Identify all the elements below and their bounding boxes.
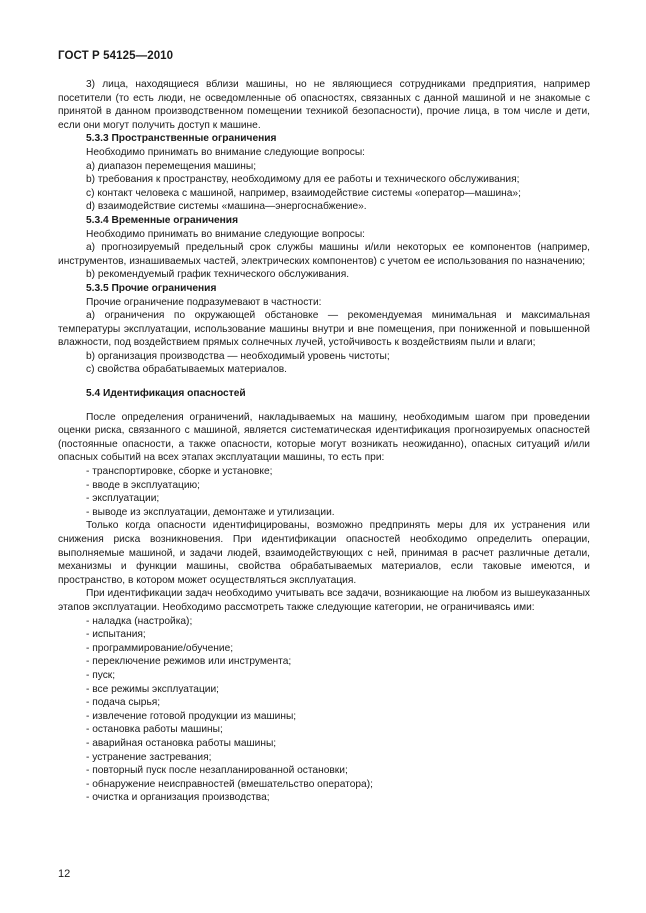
list-item: - повторный пуск после незапланированной остановки; [86,765,348,777]
list-item: - переключение режимов или инструмента; [86,656,292,668]
list-item: - пуск; [86,669,116,681]
document-body [58,78,590,805]
list-item: b) требования к пространству, необходимому для ее работы и технического обслуживания; [86,174,520,186]
list-item: - транспортировке, сборке и установке; [86,466,273,478]
list-item: a) прогнозируемый предельный срок службы машины и/или некоторых ее компонентов (например, инструментов, изнашиваемых частей, электрических компонентов) с учетом ее использования по назначению; [58,242,590,267]
list-item: d) взаимодействие системы «машина—энергоснабжение». [86,201,367,213]
list-item: - остановка работы машины; [86,724,223,736]
section-heading-5-3-4: 5.3.4 Временные ограничения [86,214,239,226]
list-item: - аварийная остановка работы машины; [86,737,277,749]
list-item: - эксплуатации; [86,493,160,505]
list-item: - вводе в эксплуатацию; [86,479,201,491]
paragraph: Необходимо принимать во внимание следующие вопросы: [86,228,365,240]
list-item: c) контакт человека с машиной, например, взаимодействие системы «оператор—машина»; [86,187,521,199]
list-item: - программирование/обучение; [86,642,234,654]
paragraph: Прочие ограничение подразумевают в частности: [86,296,322,308]
list-item: b) организация производства — необходимый уровень чистоты; [86,350,390,362]
list-item: - все режимы эксплуатации; [86,683,219,695]
list-item: - наладка (настройка); [86,615,193,627]
list-item: - устранение застревания; [86,751,212,763]
list-item: - извлечение готовой продукции из машины; [86,710,297,722]
list-item: b) рекомендуемый график технического обслуживания. [86,269,350,281]
list-item: - испытания; [86,629,146,641]
paragraph: Необходимо принимать во внимание следующие вопросы: [86,146,365,158]
document-header: ГОСТ Р 54125—2010 [58,50,174,62]
list-item: - выводе из эксплуатации, демонтаже и утилизации. [86,506,335,518]
list-item: a) ограничения по окружающей обстановке — рекомендуемая минимальная и максимальная температуры эксплуатации, использование машины внутри и вне помещения, при пониженной и повышенной влажности, под воздействием прямых солнечных лучей, устойчивость к воздействиям пыли и влаги; [58,310,590,349]
list-item: - подача сырья; [86,697,161,709]
section-heading-5-3-3: 5.3.3 Пространственные ограничения [86,133,277,145]
section-heading-5-3-5: 5.3.5 Прочие ограничения [86,282,217,294]
list-item: c) свойства обрабатываемых материалов. [86,364,288,376]
section-heading-5-4: 5.4 Идентификация опасностей [86,388,246,400]
list-item: - обнаружение неисправностей (вмешательство оператора); [86,778,373,790]
list-item: a) диапазон перемещения машины; [86,160,257,172]
list-item: - очистка и организация производства; [86,792,270,804]
paragraph: При идентификации задач необходимо учитывать все задачи, возникающие на любом из вышеуказанных этапов эксплуатации. Необходимо рассмотреть также следующие категории, не ограничиваясь ими: [58,588,590,613]
paragraph: После определения ограничений, накладываемых на машину, необходимым шагом при проведении оценки риска, связанного с машиной, является систематическая идентификация прогнозируемых опасностей (постоянные опасности, а также опасности, которые могут возникать неожиданно), опасных ситуаций и/или опасных событий на всех этапах эксплуатации машины, то есть при: [58,411,590,464]
paragraph-visitors: 3) лица, находящиеся вблизи машины, но не являющиеся сотрудниками предприятия, например посетители (то есть люди, не осведомленные об опасностях, связанных с данной машиной и не знакомые с принятой в данном производственном помещении техникой безопасности), прочие лица, в том числе и дети, если они могут получить доступ к машине. [58,79,590,131]
page-number: 12 [58,868,71,880]
paragraph: Только когда опасности идентифицированы, возможно предпринять меры для их устранения или снижения риска возникновения. При идентификации опасностей необходимо определить операции, выполняемые машиной, и задачи людей, взаимодействующих с ней, принимая в расчет различные детали, механизмы и функции машины, свойства обрабатываемых материалов, если таковые имеются, и пространство, в котором может осуществляться эксплуатация. [58,520,590,586]
